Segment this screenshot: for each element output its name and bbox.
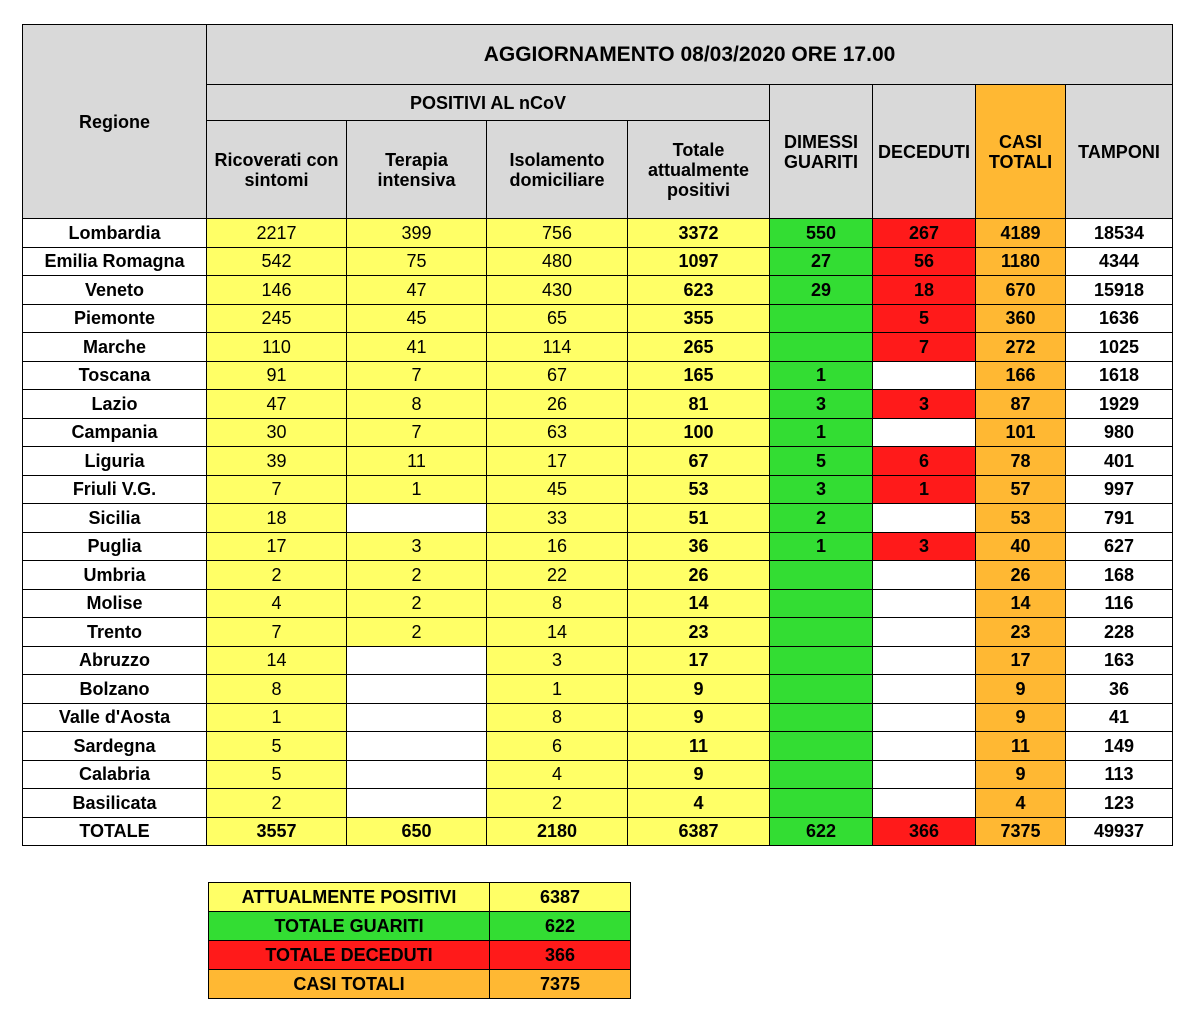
cell-casi: 101 [976,418,1066,447]
region-name: Piemonte [23,304,207,333]
cell-dimessi [770,333,873,362]
summary-row [209,912,631,941]
cell-totale-positivi: 81 [628,390,770,419]
cell-deceduti: 3 [873,390,976,419]
cell-tamponi: 36 [1066,675,1173,704]
cell-deceduti [873,589,976,618]
cell-casi: 57 [976,475,1066,504]
cell-ricoverati: 8 [207,675,347,704]
cell-casi: 4189 [976,219,1066,248]
cell-totale-positivi: 165 [628,361,770,390]
cell-isolamento: 16 [487,532,628,561]
table-row [23,760,1173,789]
total-terapia: 650 [347,817,487,845]
header-deceduti: DECEDUTI [873,85,976,219]
cell-totale-positivi: 9 [628,675,770,704]
table-row [23,276,1173,305]
cell-casi: 14 [976,589,1066,618]
cell-terapia [347,646,487,675]
cell-deceduti: 18 [873,276,976,305]
table-row [23,532,1173,561]
cell-isolamento: 22 [487,561,628,590]
cell-ricoverati: 91 [207,361,347,390]
cell-totale-positivi: 355 [628,304,770,333]
cell-tamponi: 228 [1066,618,1173,647]
cell-deceduti: 56 [873,247,976,276]
table-row [23,504,1173,533]
cell-ricoverati: 1 [207,703,347,732]
table-row [23,333,1173,362]
region-name: Molise [23,589,207,618]
cell-totale-positivi: 17 [628,646,770,675]
cell-isolamento: 480 [487,247,628,276]
table-row [23,219,1173,248]
cell-totale-positivi: 26 [628,561,770,590]
cell-isolamento: 430 [487,276,628,305]
cell-deceduti [873,703,976,732]
total-isolamento: 2180 [487,817,628,845]
cell-dimessi: 2 [770,504,873,533]
cell-ricoverati: 4 [207,589,347,618]
header-ricoverati: Ricoverati con sintomi [207,121,347,219]
cell-dimessi [770,304,873,333]
region-name: Calabria [23,760,207,789]
cell-totale-positivi: 14 [628,589,770,618]
table-row [23,675,1173,704]
summary-label: TOTALE GUARITI [209,912,490,941]
header-terapia: Terapia intensiva [347,121,487,219]
cell-tamponi: 4344 [1066,247,1173,276]
cell-dimessi: 27 [770,247,873,276]
cell-deceduti [873,504,976,533]
totals-row [23,817,1173,845]
cell-isolamento: 8 [487,589,628,618]
cell-tamponi: 123 [1066,789,1173,818]
cell-isolamento: 756 [487,219,628,248]
region-name: Basilicata [23,789,207,818]
cell-casi: 53 [976,504,1066,533]
cell-dimessi [770,646,873,675]
cell-deceduti: 6 [873,447,976,476]
cell-isolamento: 63 [487,418,628,447]
cell-totale-positivi: 9 [628,760,770,789]
table-row [23,618,1173,647]
region-name: Friuli V.G. [23,475,207,504]
cell-ricoverati: 17 [207,532,347,561]
cell-isolamento: 3 [487,646,628,675]
cell-tamponi: 18534 [1066,219,1173,248]
cell-dimessi: 1 [770,418,873,447]
summary-row [209,941,631,970]
cell-dimessi [770,789,873,818]
region-name: Lazio [23,390,207,419]
cell-casi: 1180 [976,247,1066,276]
header-casi-totali: CASI TOTALI [976,85,1066,219]
cell-terapia: 1 [347,475,487,504]
table-row [23,304,1173,333]
cell-isolamento: 26 [487,390,628,419]
table-row [23,703,1173,732]
cell-totale-positivi: 51 [628,504,770,533]
cell-totale-positivi: 67 [628,447,770,476]
cell-casi: 23 [976,618,1066,647]
cell-isolamento: 33 [487,504,628,533]
total-dimessi: 622 [770,817,873,845]
cell-ricoverati: 30 [207,418,347,447]
summary-label: TOTALE DECEDUTI [209,941,490,970]
cell-totale-positivi: 3372 [628,219,770,248]
summary-row [209,970,631,999]
cell-deceduti: 7 [873,333,976,362]
cell-casi: 78 [976,447,1066,476]
cell-tamponi: 163 [1066,646,1173,675]
cell-dimessi [770,760,873,789]
cell-dimessi [770,561,873,590]
cell-casi: 360 [976,304,1066,333]
header-tamponi: TAMPONI [1066,85,1173,219]
cell-ricoverati: 5 [207,732,347,761]
cell-ricoverati: 18 [207,504,347,533]
cell-terapia [347,703,487,732]
cell-casi: 9 [976,675,1066,704]
cell-terapia: 2 [347,589,487,618]
cell-tamponi: 15918 [1066,276,1173,305]
cell-dimessi [770,675,873,704]
cell-deceduti [873,646,976,675]
cell-dimessi [770,618,873,647]
cell-terapia: 47 [347,276,487,305]
cell-totale-positivi: 11 [628,732,770,761]
cell-tamponi: 401 [1066,447,1173,476]
cell-tamponi: 627 [1066,532,1173,561]
cell-ricoverati: 2 [207,789,347,818]
cell-terapia: 7 [347,361,487,390]
cell-ricoverati: 14 [207,646,347,675]
cell-ricoverati: 2 [207,561,347,590]
summary-value: 7375 [490,970,631,999]
cell-casi: 26 [976,561,1066,590]
cell-isolamento: 14 [487,618,628,647]
region-name: Sicilia [23,504,207,533]
cell-tamponi: 168 [1066,561,1173,590]
cell-terapia [347,789,487,818]
total-ricoverati: 3557 [207,817,347,845]
cell-tamponi: 1618 [1066,361,1173,390]
header-totale-positivi: Totale attualmente positivi [628,121,770,219]
table-row [23,646,1173,675]
cell-deceduti [873,618,976,647]
cell-deceduti: 3 [873,532,976,561]
cell-deceduti [873,561,976,590]
cell-casi: 4 [976,789,1066,818]
cell-totale-positivi: 100 [628,418,770,447]
cell-ricoverati: 110 [207,333,347,362]
table-row [23,390,1173,419]
region-name: Campania [23,418,207,447]
totals-label: TOTALE [23,817,207,845]
cell-isolamento: 1 [487,675,628,704]
cell-deceduti: 1 [873,475,976,504]
summary-label: ATTUALMENTE POSITIVI [209,883,490,912]
cell-dimessi: 1 [770,532,873,561]
region-name: Sardegna [23,732,207,761]
cell-dimessi: 29 [770,276,873,305]
cell-dimessi [770,589,873,618]
cell-isolamento: 17 [487,447,628,476]
cell-ricoverati: 39 [207,447,347,476]
cell-isolamento: 65 [487,304,628,333]
cell-tamponi: 113 [1066,760,1173,789]
region-name: Liguria [23,447,207,476]
region-name: Umbria [23,561,207,590]
summary-row [209,883,631,912]
total-deceduti: 366 [873,817,976,845]
table-row [23,589,1173,618]
update-title: AGGIORNAMENTO 08/03/2020 ORE 17.00 [207,25,1173,85]
cell-isolamento: 2 [487,789,628,818]
cell-deceduti [873,675,976,704]
cell-terapia: 11 [347,447,487,476]
region-name: Lombardia [23,219,207,248]
cell-terapia: 7 [347,418,487,447]
cell-ricoverati: 5 [207,760,347,789]
cell-terapia: 41 [347,333,487,362]
cell-casi: 9 [976,703,1066,732]
cell-dimessi: 5 [770,447,873,476]
cell-casi: 87 [976,390,1066,419]
cell-deceduti [873,361,976,390]
cell-isolamento: 45 [487,475,628,504]
region-name: Bolzano [23,675,207,704]
cell-terapia [347,504,487,533]
cell-totale-positivi: 23 [628,618,770,647]
cell-isolamento: 8 [487,703,628,732]
region-name: Puglia [23,532,207,561]
cell-deceduti [873,789,976,818]
cell-totale-positivi: 53 [628,475,770,504]
cell-casi: 40 [976,532,1066,561]
table-row [23,561,1173,590]
table-row [23,732,1173,761]
cell-terapia: 45 [347,304,487,333]
table-row [23,789,1173,818]
table-row [23,418,1173,447]
summary-value: 6387 [490,883,631,912]
cell-deceduti [873,418,976,447]
cell-tamponi: 116 [1066,589,1173,618]
cell-deceduti: 5 [873,304,976,333]
table-row [23,247,1173,276]
cell-terapia: 8 [347,390,487,419]
cell-casi: 670 [976,276,1066,305]
cell-deceduti [873,732,976,761]
cell-tamponi: 997 [1066,475,1173,504]
cell-terapia [347,732,487,761]
cell-casi: 17 [976,646,1066,675]
cell-casi: 166 [976,361,1066,390]
cell-terapia [347,675,487,704]
header-isolamento: Isolamento domiciliare [487,121,628,219]
total-tamponi: 49937 [1066,817,1173,845]
cell-totale-positivi: 4 [628,789,770,818]
header-positivi-group: POSITIVI AL nCoV [207,85,770,121]
cell-terapia: 3 [347,532,487,561]
cell-tamponi: 41 [1066,703,1173,732]
cell-tamponi: 791 [1066,504,1173,533]
cell-totale-positivi: 9 [628,703,770,732]
table-row [23,447,1173,476]
region-name: Trento [23,618,207,647]
table-row [23,361,1173,390]
cell-ricoverati: 542 [207,247,347,276]
total-totale-positivi: 6387 [628,817,770,845]
cell-tamponi: 980 [1066,418,1173,447]
regional-data-table [22,24,1173,846]
cell-tamponi: 1929 [1066,390,1173,419]
cell-dimessi: 3 [770,475,873,504]
total-casi: 7375 [976,817,1066,845]
cell-ricoverati: 7 [207,618,347,647]
region-name: Veneto [23,276,207,305]
cell-dimessi [770,703,873,732]
region-name: Emilia Romagna [23,247,207,276]
cell-casi: 11 [976,732,1066,761]
cell-terapia [347,760,487,789]
cell-terapia: 2 [347,618,487,647]
header-dimessi: DIMESSI GUARITI [770,85,873,219]
cell-tamponi: 149 [1066,732,1173,761]
cell-ricoverati: 7 [207,475,347,504]
region-name: Valle d'Aosta [23,703,207,732]
cell-totale-positivi: 623 [628,276,770,305]
cell-ricoverati: 146 [207,276,347,305]
cell-isolamento: 4 [487,760,628,789]
cell-isolamento: 6 [487,732,628,761]
cell-terapia: 399 [347,219,487,248]
cell-dimessi: 3 [770,390,873,419]
region-name: Marche [23,333,207,362]
cell-tamponi: 1025 [1066,333,1173,362]
cell-tamponi: 1636 [1066,304,1173,333]
cell-totale-positivi: 1097 [628,247,770,276]
header-regione: Regione [23,25,207,219]
cell-ricoverati: 2217 [207,219,347,248]
region-name: Abruzzo [23,646,207,675]
summary-value: 622 [490,912,631,941]
cell-casi: 272 [976,333,1066,362]
cell-ricoverati: 47 [207,390,347,419]
cell-dimessi [770,732,873,761]
summary-label: CASI TOTALI [209,970,490,999]
cell-dimessi: 1 [770,361,873,390]
table-row [23,475,1173,504]
cell-ricoverati: 245 [207,304,347,333]
cell-totale-positivi: 265 [628,333,770,362]
cell-casi: 9 [976,760,1066,789]
region-name: Toscana [23,361,207,390]
cell-terapia: 75 [347,247,487,276]
cell-deceduti: 267 [873,219,976,248]
cell-totale-positivi: 36 [628,532,770,561]
summary-table [208,882,631,999]
cell-isolamento: 67 [487,361,628,390]
cell-isolamento: 114 [487,333,628,362]
cell-terapia: 2 [347,561,487,590]
cell-deceduti [873,760,976,789]
cell-dimessi: 550 [770,219,873,248]
summary-value: 366 [490,941,631,970]
